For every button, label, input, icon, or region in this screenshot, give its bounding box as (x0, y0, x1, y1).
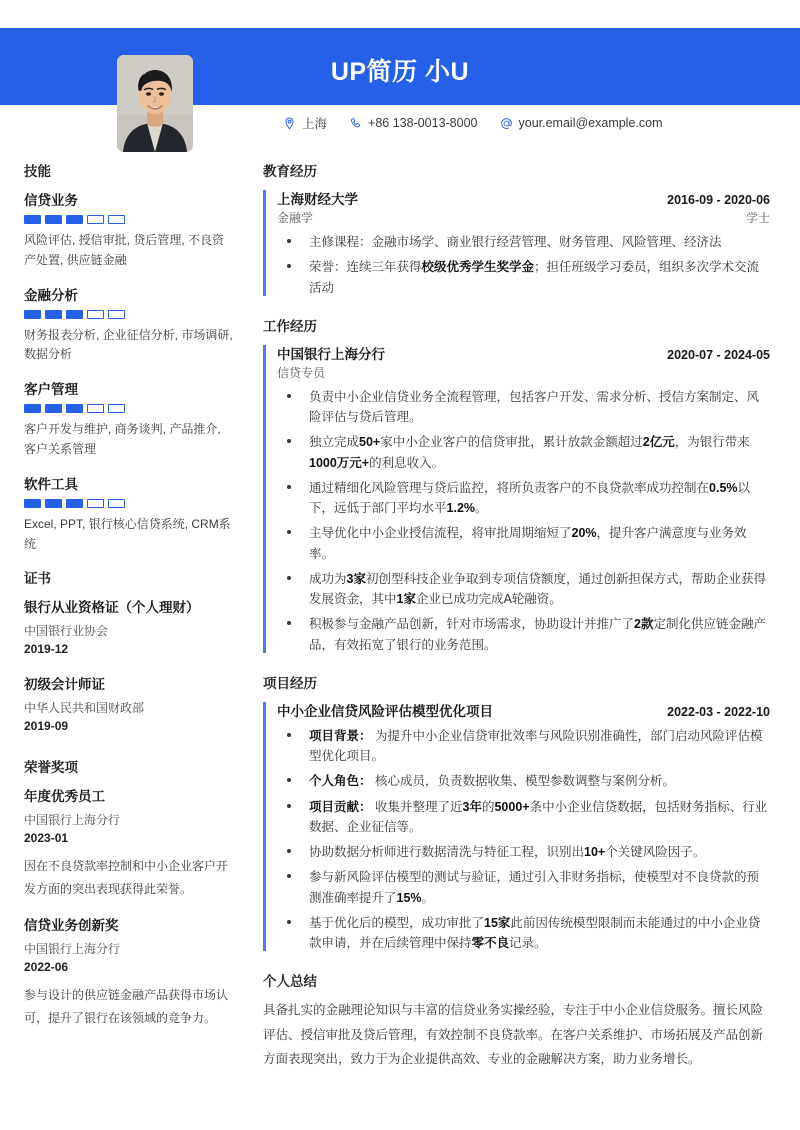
bullet-highlight: 个人角色： (309, 774, 372, 789)
skill-detail: Excel, PPT, 银行核心信贷系统, CRM系统 (24, 516, 231, 551)
skill-bar-segment (108, 499, 125, 508)
section-work (263, 315, 770, 655)
bullet-highlight: 2款 (634, 617, 654, 632)
award-name: 信贷业务创新奖 (24, 917, 119, 933)
bullet-highlight: 20% (571, 526, 597, 541)
education-entry (263, 188, 770, 298)
skill-bar-segment (24, 215, 41, 224)
bullet-text: 基于优化后的模型，成功审批了 (309, 915, 485, 930)
work-bullets (277, 387, 770, 655)
skill-item (24, 378, 234, 460)
skill-bar-segment (45, 404, 62, 413)
bullet-item (277, 913, 770, 954)
entry-sub (277, 209, 770, 226)
skill-bar-segment (87, 499, 104, 508)
bullet-text: 初创型科技企业争取到专项信贷额度，通过创新担保方式，帮助企业获得发展资金，其中 (309, 571, 766, 606)
bullet-text: 的利息收入。 (369, 455, 445, 470)
bullet-highlight: 1.2% (446, 501, 476, 515)
bullet-highlight: 50+ (359, 435, 381, 450)
sidebar-certificates-title: 证书 (24, 571, 51, 587)
bullet-highlight: 项目背景： (309, 728, 372, 743)
work-date: 2020-07 - 2024-05 (667, 347, 770, 362)
phone-icon (349, 117, 362, 130)
bullet-highlight: 3家 (346, 571, 366, 586)
award-item (24, 914, 234, 1030)
sidebar-section-skills (24, 160, 234, 554)
bullet-text: 。 (421, 890, 435, 905)
bullet-highlight: 5000+ (494, 799, 530, 814)
project-name: 中小企业信贷风险评估模型优化项目 (277, 703, 493, 719)
certificate-item (24, 673, 234, 736)
skill-name: 金融分析 (24, 287, 78, 303)
certificate-name: 初级会计师证 (24, 676, 105, 692)
education-bullets (277, 232, 770, 298)
bullet-item (277, 569, 770, 610)
bullet-text: 的 (481, 799, 495, 814)
skill-level-bars (24, 499, 234, 508)
bullet-text: 荣誉：连续三年获得 (309, 260, 422, 275)
education-date: 2016-09 - 2020-06 (667, 193, 770, 207)
sidebar-awards-title: 荣誉奖项 (24, 759, 78, 775)
skill-detail: 客户开发与维护, 商务谈判, 产品推介, 客户关系管理 (24, 422, 221, 456)
bullet-highlight: 10+ (584, 845, 606, 859)
bullet-text: 企业已成功完成A轮融资。 (415, 592, 562, 606)
work-company: 中国银行上海分行 (277, 346, 385, 362)
skill-detail: 风险评估, 授信审批, 贷后管理, 不良资产处置, 供应链金融 (24, 233, 225, 267)
bullet-text: 收集并整理了近 (371, 799, 463, 814)
bullet-text: 参与新风险评估模型的测试与验证，通过引入非财务指标，使模型对不良贷款的预测准确率提升了 (309, 870, 760, 905)
skill-bar-segment (24, 499, 41, 508)
bullet-item (277, 797, 770, 838)
bullet-item (277, 614, 770, 655)
project-entry (263, 700, 770, 954)
bullet-item (277, 726, 770, 767)
bullet-text: ；担任班级学习委员，组织多次学术交流活动 (309, 260, 760, 295)
skill-bar-segment (66, 310, 83, 319)
contact-email (500, 116, 663, 130)
bullet-text: 为提升中小企业信贷审批效率与风险识别准确性，部门启动风险评估模型优化项目。 (309, 728, 763, 763)
contact-phone (349, 116, 477, 130)
location-pin-icon (283, 117, 296, 130)
sidebar-skills-title: 技能 (24, 164, 51, 179)
entry-sub (277, 364, 770, 381)
skill-bar-segment (87, 310, 104, 319)
bullet-highlight: 0.5% (709, 480, 738, 495)
skill-level-bars (24, 404, 234, 413)
bullet-text: 记录。 (509, 936, 547, 950)
skill-item (24, 473, 234, 555)
skill-item (24, 284, 234, 366)
award-issuer: 中国银行上海分行 (24, 941, 121, 956)
bullet-highlight: 1000万元+ (309, 455, 370, 470)
skill-bar-segment (66, 499, 83, 508)
bullet-text: 条中小企业信贷数据，包括财务指标、行业数据、企业征信等。 (309, 799, 768, 834)
skill-name: 客户管理 (24, 382, 78, 398)
bullet-text: 。 (475, 501, 488, 515)
skill-bar-segment (66, 404, 83, 413)
bullet-item (277, 478, 770, 519)
summary-text: 具备扎实的金融理论知识与丰富的信贷业务实操经验，专注于中小企业信贷服务。擅长风险评估、授信审批及贷后管理，有效控制不良贷款率。在客户关系维护、市场拓展及产品创新方面表现突出，致力于为企业提供高效、专业的金融解决方案，助力业务增长。 (263, 1003, 764, 1066)
work-role: 信贷专员 (277, 365, 326, 380)
certificate-issuer: 中国银行业协会 (24, 624, 109, 639)
entry-head (277, 700, 770, 720)
bullet-highlight: 15家 (484, 915, 511, 930)
skill-name: 软件工具 (24, 476, 78, 492)
award-name: 年度优秀员工 (24, 788, 105, 804)
portrait-photo-icon (117, 55, 193, 152)
bullet-highlight: 校级优秀学生奖学金 (421, 260, 535, 275)
bullet-highlight: 1家 (396, 592, 416, 606)
bullet-text: 负责中小企业信贷业务全流程管理，包括客户开发、需求分析、授信方案制定、风险评估与贷后管理。 (309, 389, 760, 424)
bullet-text: 独立完成 (309, 435, 360, 450)
section-education (263, 160, 770, 298)
project-bullets (277, 726, 770, 954)
bullet-text: 协助数据分析师进行数据清洗与特征工程，识别出 (309, 845, 585, 859)
award-issuer: 中国银行上海分行 (24, 812, 121, 827)
bullet-text: 以下，远低于部门平均水平 (309, 480, 751, 515)
content-columns (0, 160, 800, 1088)
bullet-text: 定制化供应链金融产品，有效拓宽了银行的业务范围。 (309, 617, 766, 652)
bullet-highlight: 3年 (462, 799, 482, 814)
bullet-text: 个关键风险因子。 (605, 845, 706, 859)
skill-bar-segment (87, 404, 104, 413)
bullet-text: 主导优化中小企业授信流程，将审批周期缩短了 (309, 526, 572, 541)
skill-bar-segment (108, 404, 125, 413)
work-title: 工作经历 (263, 318, 317, 334)
bullet-text: 此前因传统模型限制而未能通过的中小企业贷款申请，并在后续管理中保持 (309, 915, 761, 950)
education-degree: 学士 (745, 211, 770, 225)
contact-location (283, 114, 327, 132)
sidebar-section-certificates (24, 567, 234, 735)
skill-bar-segment (45, 499, 62, 508)
skill-bar-segment (24, 310, 41, 319)
skill-bar-segment (45, 310, 62, 319)
bullet-text: 积极参与金融产品创新，针对市场需求，协助设计并推广了 (309, 617, 635, 632)
avatar (117, 55, 193, 152)
sidebar (0, 160, 258, 1042)
bullet-text: 通过精细化风险管理与贷后监控，将所负责客户的不良贷款率成功控制在 (309, 480, 710, 495)
entry-head (277, 188, 770, 208)
skill-bar-segment (87, 215, 104, 224)
bullet-item (277, 523, 770, 564)
skill-bar-segment (66, 215, 83, 224)
skill-bar-segment (108, 310, 125, 319)
certificate-issuer: 中华人民共和国财政部 (24, 700, 145, 715)
skill-detail: 财务报表分析, 企业征信分析, 市场调研, 数据分析 (24, 327, 233, 362)
work-entry (263, 343, 770, 655)
award-description: 参与设计的供应链金融产品获得市场认可，提升了银行在该领域的竞争力。 (24, 987, 229, 1025)
bullet-item (277, 867, 770, 908)
award-item (24, 785, 234, 901)
certificate-date: 2019-12 (24, 642, 69, 657)
bullet-item (277, 771, 770, 791)
skill-name: 信贷业务 (24, 193, 78, 208)
award-date: 2023-01 (24, 830, 69, 845)
skill-item (24, 189, 234, 271)
bullet-item (277, 232, 770, 252)
certificate-item (24, 596, 234, 659)
bullet-item (277, 842, 770, 862)
bullet-highlight: 2亿元 (642, 435, 675, 450)
spacer (24, 749, 234, 756)
email-at-icon (500, 117, 513, 130)
bullet-text: 主修课程：金融市场学、商业银行经营管理、财务管理、风险管理、经济法 (309, 235, 722, 249)
page-title: UP简历 小U (330, 58, 470, 86)
skill-level-bars (24, 215, 234, 224)
summary-title: 个人总结 (263, 974, 317, 990)
skill-level-bars (24, 310, 234, 319)
certificate-date: 2019-09 (24, 718, 69, 733)
project-date: 2022-03 - 2022-10 (667, 704, 770, 719)
bullet-highlight: 零不良 (471, 936, 510, 950)
skill-bar-segment (24, 404, 41, 413)
bullet-text: 核心成员，负责数据收集、模型参数调整与案例分析。 (371, 774, 675, 789)
bullet-text: ，提升客户满意度与业务效率。 (309, 526, 747, 561)
bullet-text: ，为银行带来 (674, 435, 750, 450)
bullet-text: 家中小企业客户的信贷审批，累计放款金额超过 (380, 435, 643, 450)
education-major: 金融学 (277, 211, 314, 225)
contact-location-value: 上海 (302, 117, 328, 131)
bullet-item (277, 432, 770, 473)
education-title: 教育经历 (263, 164, 317, 179)
bullet-highlight: 项目贡献： (309, 799, 372, 814)
main-column (258, 160, 800, 1088)
bullet-highlight: 15% (396, 890, 422, 905)
bullet-text: 成功为 (309, 571, 347, 586)
award-date: 2022-06 (24, 959, 69, 974)
award-description: 因在不良贷款率控制和中小企业客户开发方面的突出表现获得此荣誉。 (24, 858, 229, 896)
skill-bar-segment (45, 215, 62, 224)
section-summary (263, 970, 770, 1071)
contact-row (283, 114, 663, 132)
contact-email-value: your.email@example.com (518, 116, 663, 130)
education-school: 上海财经大学 (277, 192, 358, 207)
entry-head (277, 343, 770, 363)
certificate-name: 银行从业资格证（个人理财） (24, 600, 200, 616)
projects-title: 项目经历 (263, 675, 317, 691)
bullet-item (277, 387, 770, 428)
sidebar-section-awards (24, 756, 234, 1030)
skill-bar-segment (108, 215, 125, 224)
bullet-item (277, 257, 770, 298)
section-projects (263, 672, 770, 954)
contact-phone-value: +86 138-0013-8000 (368, 116, 478, 130)
